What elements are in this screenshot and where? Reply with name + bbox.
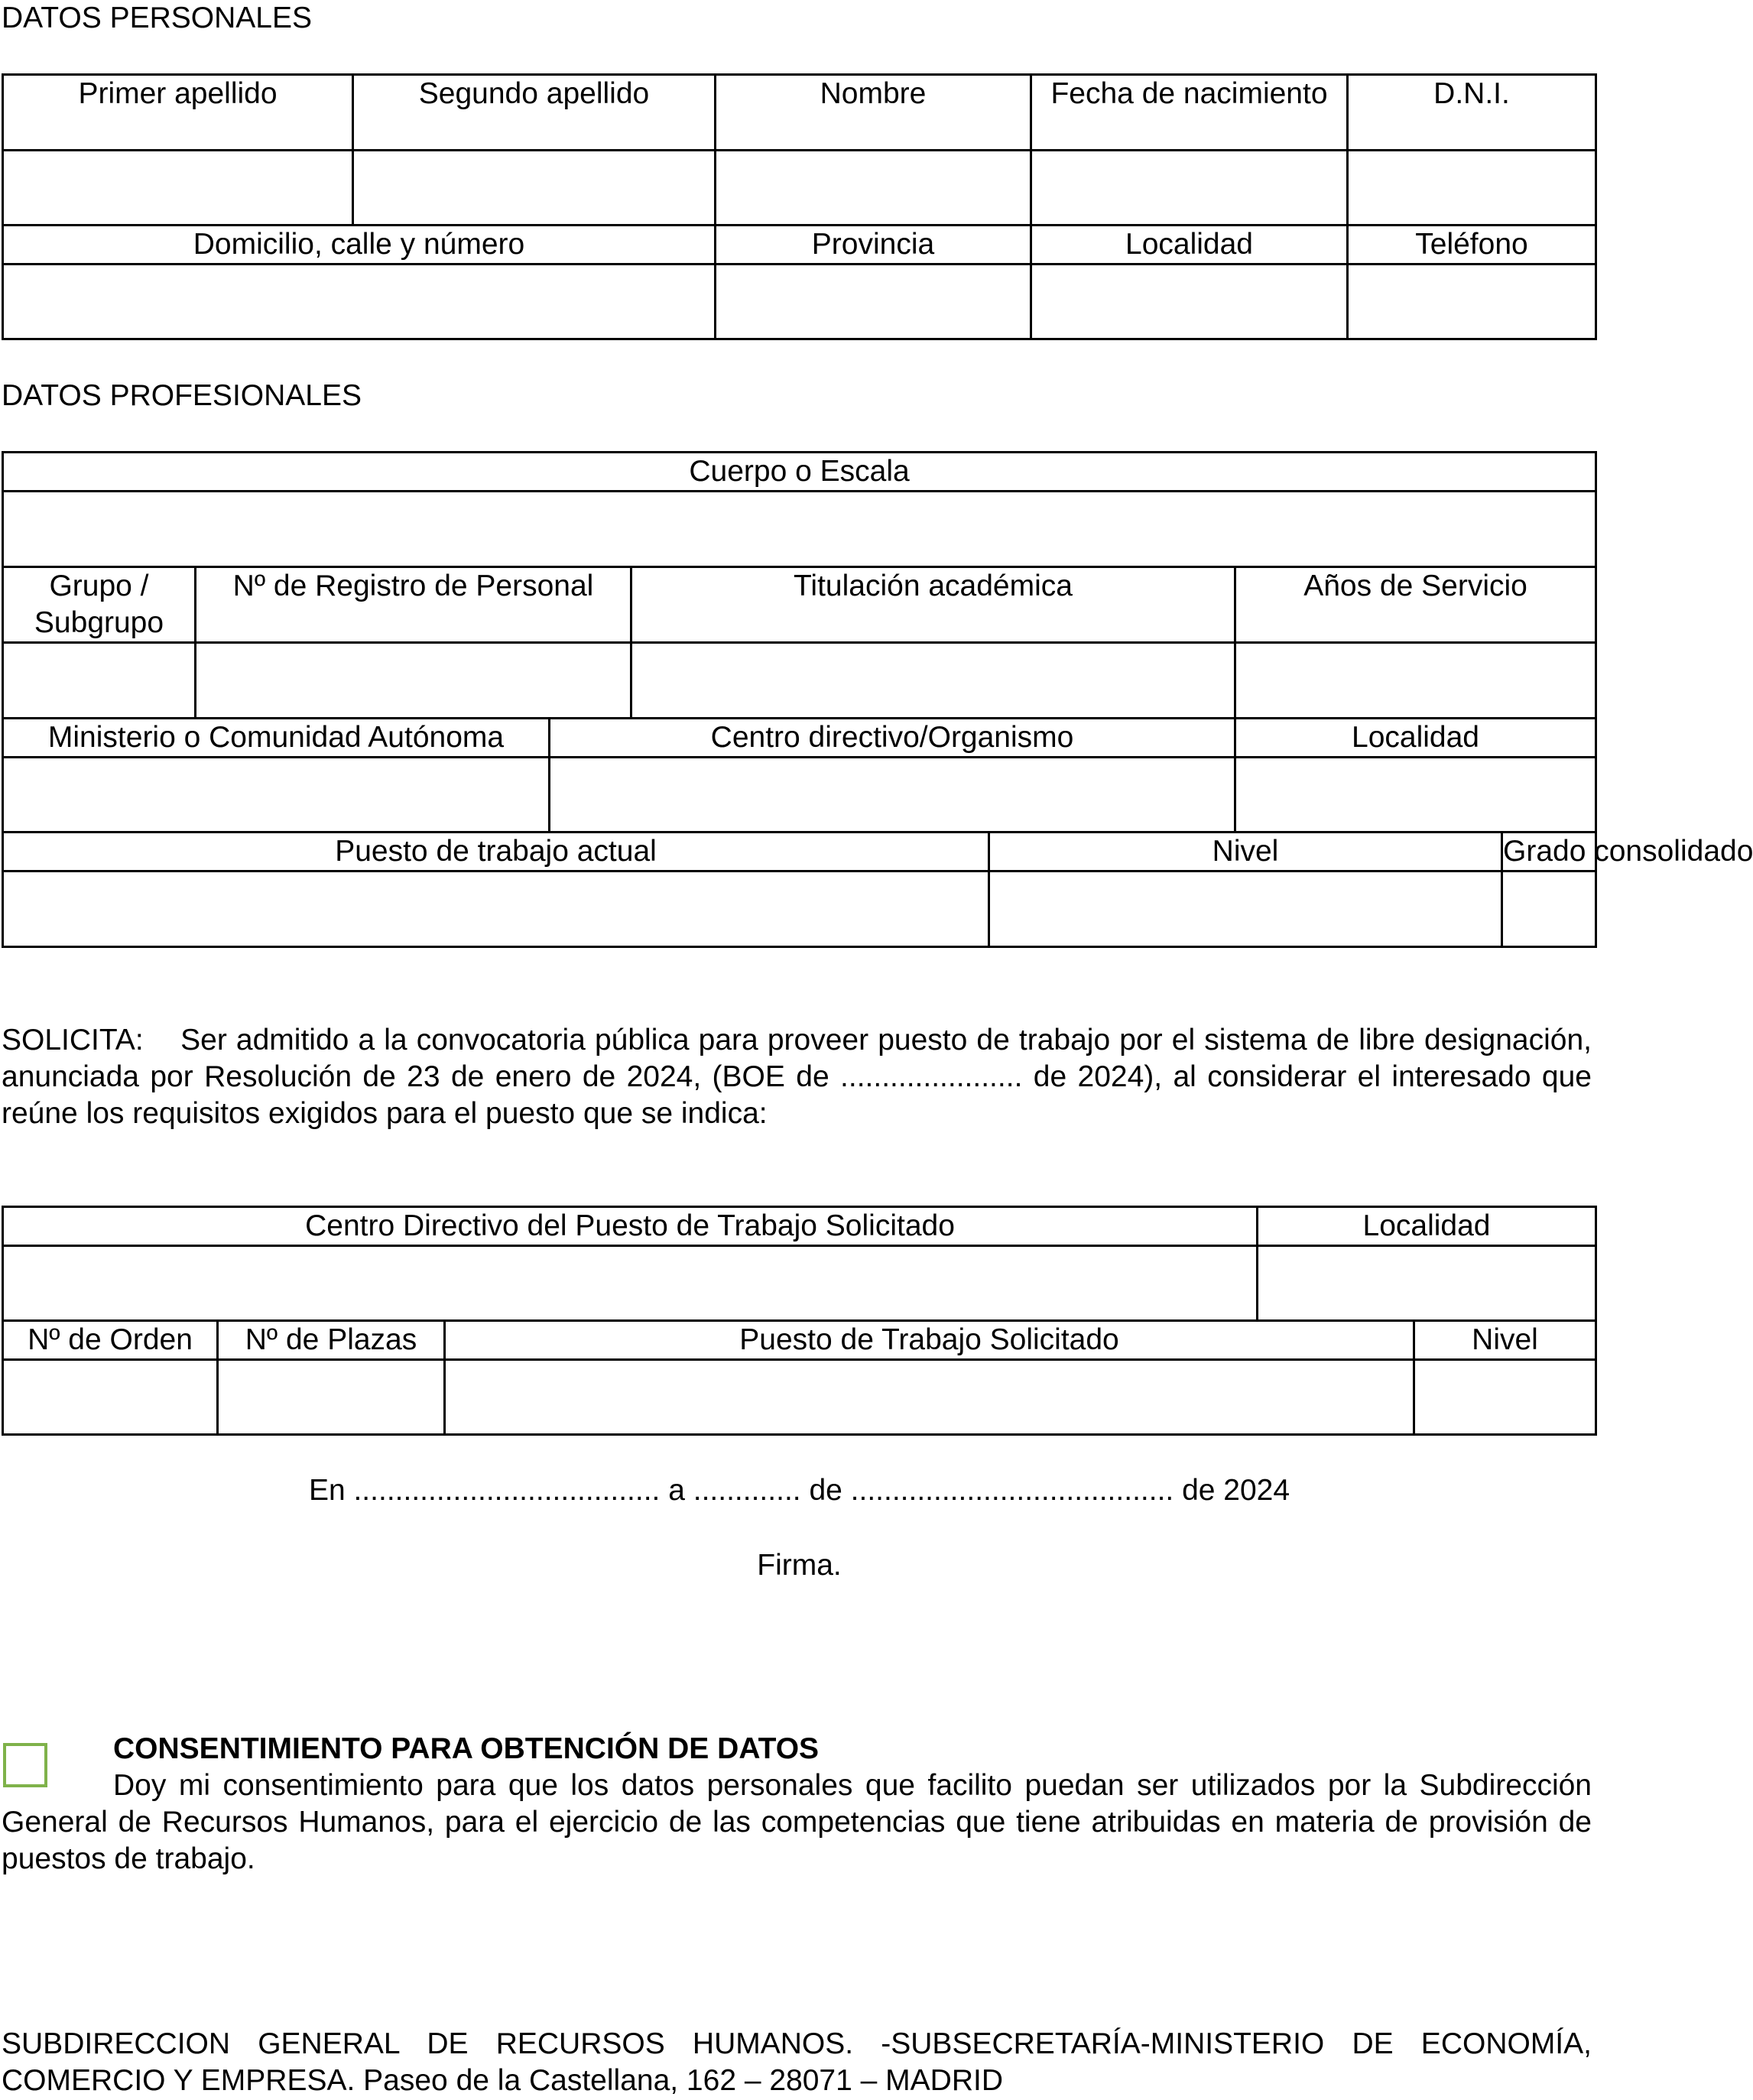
field-cuerpo-escala[interactable] [3,492,1596,567]
header-nivel: Nivel [989,833,1502,871]
header-cuerpo-escala: Cuerpo o Escala [3,453,1596,492]
field-registro-personal[interactable] [196,643,631,719]
field-numero-orden[interactable] [3,1360,218,1435]
header-numero-plazas: Nº de Plazas [218,1321,445,1360]
solicita-paragraph [2,1022,1592,1132]
header-telefono: Teléfono [1348,226,1596,265]
header-localidad-profesional: Localidad [1235,719,1596,758]
field-puesto-solicitado[interactable] [445,1360,1414,1435]
header-registro-personal: Nº de Registro de Personal [196,567,631,643]
field-centro-solicitado[interactable] [3,1246,1258,1321]
field-puesto-actual[interactable] [3,871,989,947]
header-localidad-solicitada: Localidad [1258,1207,1596,1246]
consent-title: CONSENTIMIENTO PARA OBTENCIÓN DE DATOS [113,1732,820,1765]
field-fecha-nacimiento[interactable] [1031,151,1348,226]
header-anos-servicio: Años de Servicio [1235,567,1596,643]
field-ministerio[interactable] [3,758,550,833]
field-localidad[interactable] [1031,265,1348,339]
solicita-text: Ser admitido a la convocatoria pública para proveer puesto de trabajo por el sistema de libre designación, anunciada por Resolución de 23 de enero de 2024, (BOE de ...................... de 2024), al considerar el interesado que reúne los requisitos exigidos para el puesto que se indica: [2,1024,1592,1130]
header-titulacion: Titulación académica [631,567,1235,643]
header-numero-orden: Nº de Orden [3,1321,218,1360]
header-provincia: Provincia [716,226,1031,265]
personal-data-title: DATOS PERSONALES [2,2,313,34]
field-nombre[interactable] [716,151,1031,226]
field-provincia[interactable] [716,265,1031,339]
header-segundo-apellido: Segundo apellido [353,75,716,151]
header-primer-apellido: Primer apellido [3,75,353,151]
field-dni[interactable] [1348,151,1596,226]
header-ministerio: Ministerio o Comunidad Autónoma [3,719,550,758]
header-dni: D.N.I. [1348,75,1596,151]
header-centro-directivo: Centro directivo/Organismo [550,719,1235,758]
footer-address: SUBDIRECCION GENERAL DE RECURSOS HUMANOS. -SUBSECRETARÍA-MINISTERIO DE ECONOMÍA, COMERCIO Y EMPRESA. Paseo de la Castellana, 162 – 28071 – MADRID [2,2027,1592,2097]
requested-position-table [2,1206,1597,1436]
header-grupo: Grupo / Subgrupo [3,567,196,643]
consent-text: Doy mi consentimiento para que los datos personales que facilito puedan ser utilizados por la Subdirección General de Recursos Humanos, para el ejercicio de las competencias que tiene atribuidas en materia de provisión de puestos de trabajo. [2,1769,1592,1875]
field-anos-servicio[interactable] [1235,643,1596,719]
field-primer-apellido[interactable] [3,151,353,226]
field-localidad-profesional[interactable] [1235,758,1596,833]
header-fecha-nacimiento: Fecha de nacimiento [1031,75,1348,151]
field-nivel-solicitado[interactable] [1414,1360,1596,1435]
field-domicilio[interactable] [3,265,716,339]
place-date-line: En ..................................... a ............. de ....................................... de 2024 [308,1474,1290,1507]
header-puesto-actual: Puesto de trabajo actual [3,833,989,871]
professional-data-table [2,451,1753,948]
header-centro-solicitado: Centro Directivo del Puesto de Trabajo Solicitado [3,1207,1258,1246]
signature-label: Firma. [757,1549,842,1582]
personal-data-table [2,73,1597,340]
field-segundo-apellido[interactable] [353,151,716,226]
header-nivel-solicitado: Nivel [1414,1321,1596,1360]
field-numero-plazas[interactable] [218,1360,445,1435]
field-centro-directivo[interactable] [550,758,1235,833]
header-grado: Grado consolidado [1502,833,1596,871]
field-grado[interactable] [1502,871,1596,947]
header-nombre: Nombre [716,75,1031,151]
solicita-label: SOLICITA: [2,1024,144,1056]
field-titulacion[interactable] [631,643,1235,719]
field-telefono[interactable] [1348,265,1596,339]
header-puesto-solicitado: Puesto de Trabajo Solicitado [445,1321,1414,1360]
field-grupo[interactable] [3,643,196,719]
professional-data-title: DATOS PROFESIONALES [2,379,362,412]
header-localidad: Localidad [1031,226,1348,265]
field-localidad-solicitada[interactable] [1258,1246,1596,1321]
field-nivel[interactable] [989,871,1502,947]
header-domicilio: Domicilio, calle y número [3,226,716,265]
